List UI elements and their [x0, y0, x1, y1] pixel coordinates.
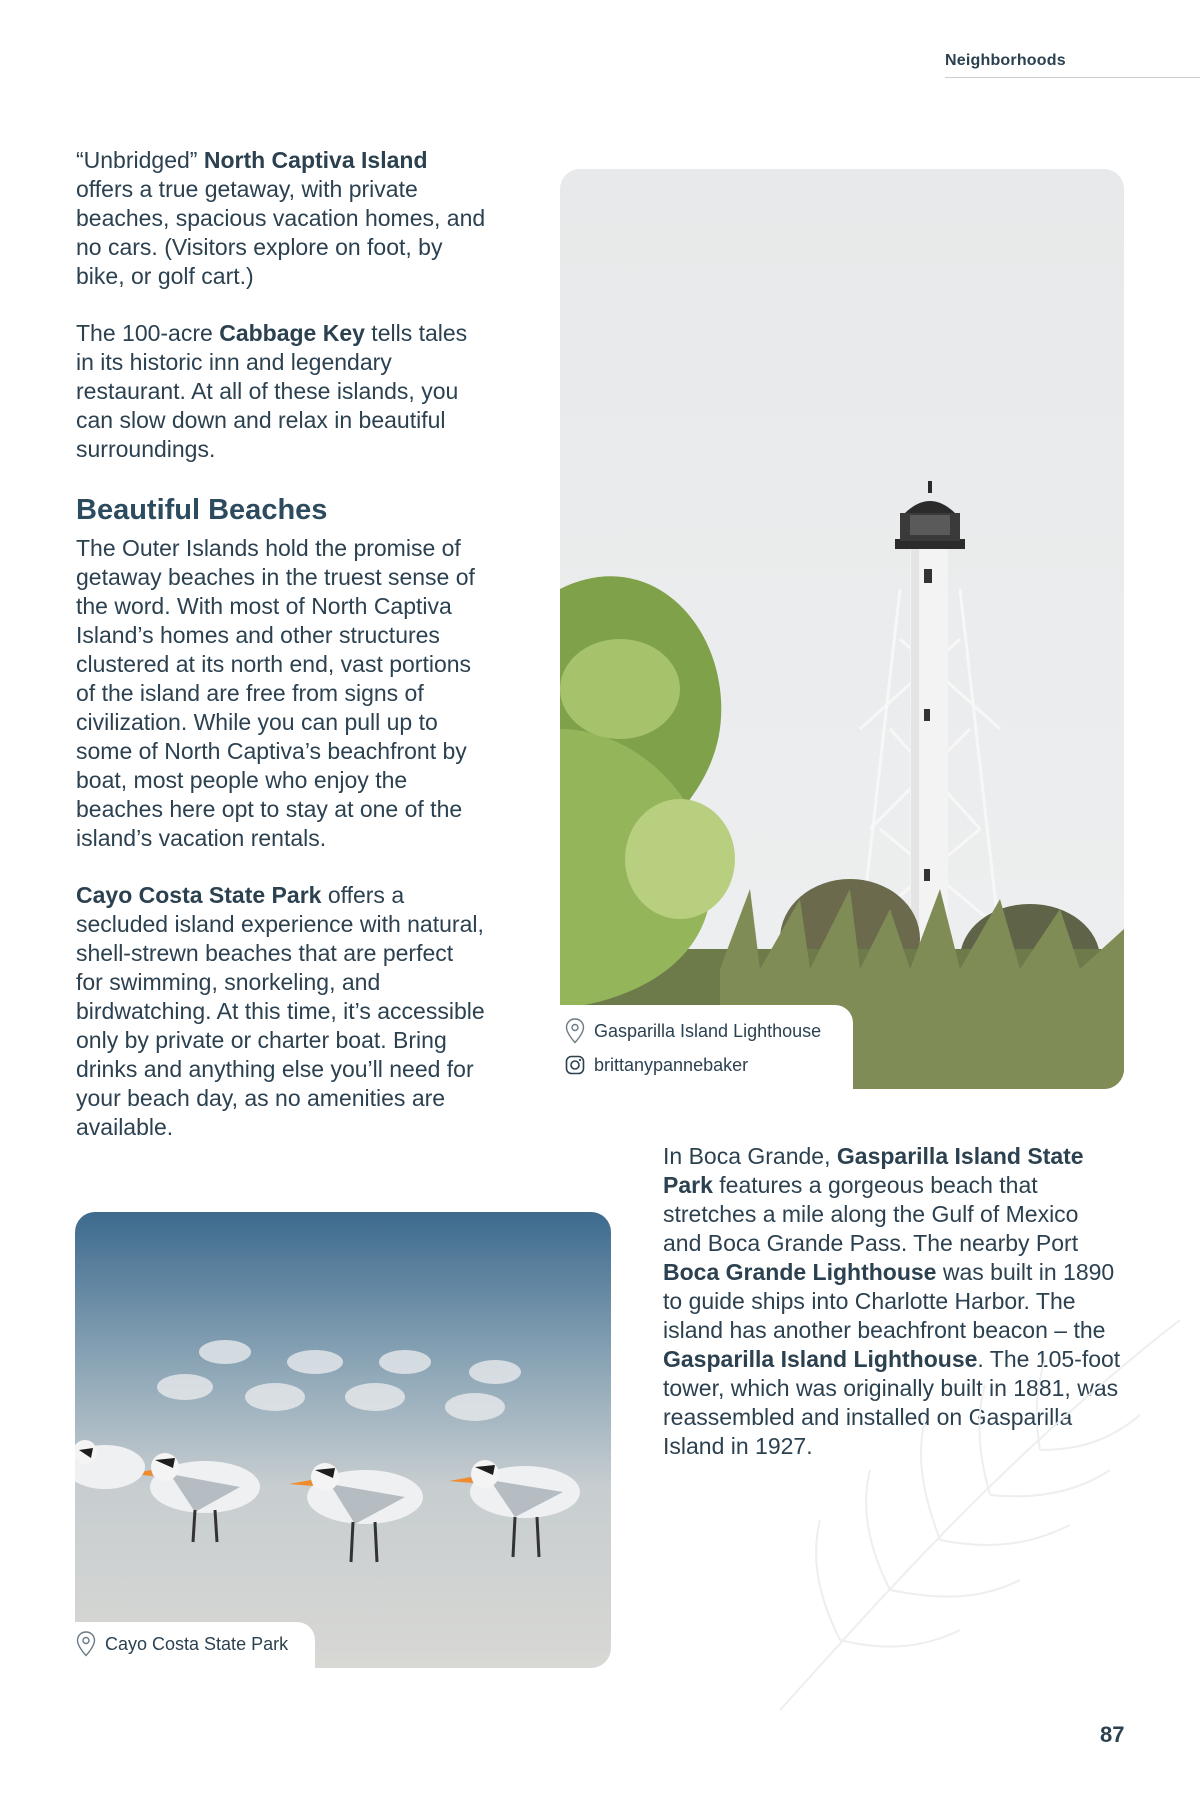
paragraph-outer-islands: The Outer Islands hold the promise of getaway beaches in the truest sense of the word. With most of North Captiva Island’s homes and other structures clustered at its north end, vast portions of the island are free from signs of civilization. While you can pull up to some of North Captiva’s beachfront by boat, most people who enjoy the beaches here opt to stay at one of the island’s vacation rentals.: [76, 535, 475, 851]
lighthouse-caption: [560, 1005, 853, 1089]
boca-grande-lighthouse-name: Boca Grande Lighthouse: [663, 1259, 937, 1285]
page-number: 87: [1100, 1722, 1125, 1747]
lighthouse-photo: [560, 169, 1124, 1089]
lighthouse-credit-label: brittanypannebaker: [594, 1054, 749, 1075]
lighthouse-credit-row: [564, 1053, 748, 1077]
section-header: Neighborhoods: [945, 52, 1066, 69]
lighthouse-location-row: [564, 1019, 821, 1043]
paragraph-north-captiva: “Unbridged” North Captiva Island offers a true getaway, with private beaches, spacious vacation homes, and no cars. (Visitors explore on foot, by bike, or golf cart.): [76, 147, 486, 289]
north-captiva-name: North Captiva Island: [203, 147, 428, 173]
left-column: [76, 146, 486, 1170]
cabbage-key-name: Cabbage Key: [219, 320, 365, 346]
section-heading-beaches: Beautiful Beaches: [76, 494, 328, 526]
header-divider: [945, 77, 1200, 78]
gasparilla-state-park-name: Gasparilla Island State Park: [663, 1143, 1084, 1198]
lighthouse-location-label: Gasparilla Island Lighthouse: [594, 1020, 822, 1041]
instagram-icon: [564, 1053, 586, 1077]
paragraph-boca-grande: In Boca Grande, Gasparilla Island State Park features a gorgeous beach that stretches a mile along the Gulf of Mexico and Boca Grande Pass. The nearby Port Boca Grande Lighthouse was built in 1890 to guide ships into Charlotte Harbor. The island has another beachfront beacon – the Gasparilla Island Lighthouse. The 105-foot tower, which was originally built in 1881, was reassembled and installed on Gasparilla Island in 1927.: [663, 1143, 1121, 1459]
cayo-costa-name: Cayo Costa State Park: [76, 882, 322, 908]
birds-location-row: [75, 1632, 288, 1656]
map-pin-icon: [564, 1019, 586, 1043]
paragraph-cabbage-key: The 100-acre Cabbage Key tells tales in its historic inn and legendary restaurant. At all of these islands, you can slow down and relax in beautiful surroundings.: [76, 320, 468, 462]
paragraph-cayo-costa: Cayo Costa State Park offers a secluded island experience with natural, shell-strewn beaches that are perfect for swimming, snorkeling, and birdwatching. At this time, it’s accessible only by private or charter boat. Bring drinks and anything else you’ll need for your beach day, as no amenities are available.: [76, 882, 485, 1140]
birds-photo: [75, 1212, 611, 1668]
palm-frond-decoration: [740, 1300, 1200, 1720]
map-pin-icon: [75, 1632, 97, 1656]
gasparilla-lighthouse-name: Gasparilla Island Lighthouse: [663, 1346, 978, 1372]
birds-location-label: Cayo Costa State Park: [105, 1633, 289, 1654]
birds-caption: [75, 1622, 315, 1668]
